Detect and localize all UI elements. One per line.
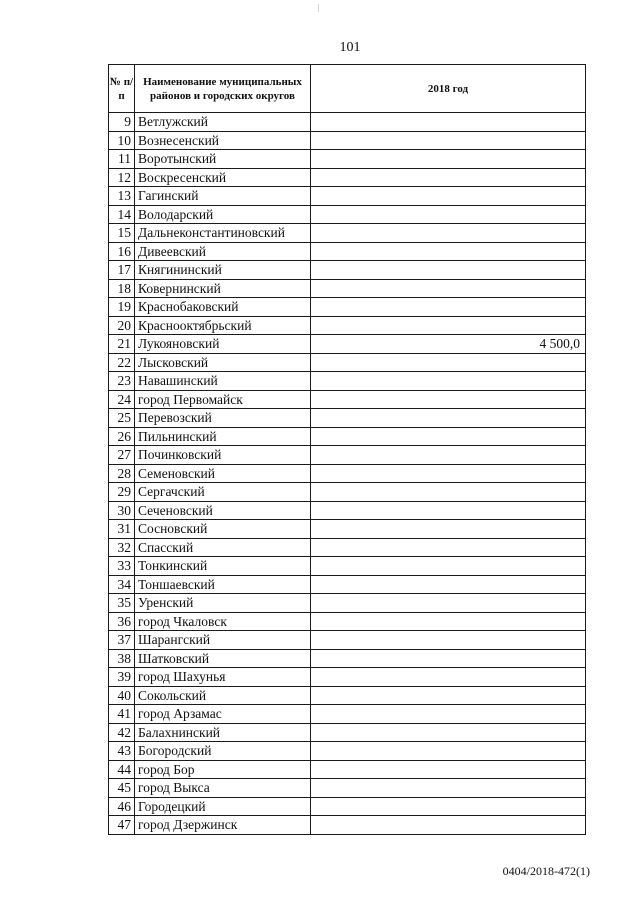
table-row <box>109 224 586 243</box>
row-municipality-name: Навашинский <box>135 372 311 391</box>
row-number: 27 <box>109 446 135 465</box>
page-top-mark <box>318 4 319 12</box>
row-municipality-name: город Арзамас <box>135 705 311 724</box>
row-2018-value <box>311 760 586 779</box>
table-row <box>109 427 586 446</box>
row-2018-value <box>311 205 586 224</box>
table-row <box>109 520 586 539</box>
table-row <box>109 538 586 557</box>
table-row <box>109 335 586 354</box>
row-municipality-name: Тоншаевский <box>135 575 311 594</box>
row-2018-value <box>311 390 586 409</box>
row-2018-value <box>311 131 586 150</box>
row-2018-value <box>311 279 586 298</box>
table-row <box>109 612 586 631</box>
row-municipality-name: Вознесенский <box>135 131 311 150</box>
row-number: 45 <box>109 779 135 798</box>
table-row <box>109 797 586 816</box>
row-2018-value <box>311 612 586 631</box>
row-2018-value <box>311 113 586 132</box>
row-municipality-name: Балахнинский <box>135 723 311 742</box>
table-row <box>109 131 586 150</box>
row-municipality-name: Сергачский <box>135 483 311 502</box>
row-number: 37 <box>109 631 135 650</box>
row-municipality-name: Уренский <box>135 594 311 613</box>
row-number: 9 <box>109 113 135 132</box>
row-municipality-name: Сеченовский <box>135 501 311 520</box>
table-row <box>109 557 586 576</box>
row-number: 31 <box>109 520 135 539</box>
row-2018-value <box>311 446 586 465</box>
table-row <box>109 501 586 520</box>
table-row <box>109 372 586 391</box>
row-municipality-name: город Выкса <box>135 779 311 798</box>
row-municipality-name: Дивеевский <box>135 242 311 261</box>
table-row <box>109 686 586 705</box>
table-row <box>109 298 586 317</box>
row-municipality-name: Володарский <box>135 205 311 224</box>
row-municipality-name: Перевозский <box>135 409 311 428</box>
row-2018-value <box>311 242 586 261</box>
row-number: 38 <box>109 649 135 668</box>
page-number: 101 <box>339 40 361 55</box>
row-2018-value <box>311 668 586 687</box>
table-row <box>109 316 586 335</box>
row-number: 47 <box>109 816 135 835</box>
row-2018-value <box>311 501 586 520</box>
row-number: 43 <box>109 742 135 761</box>
table-row <box>109 631 586 650</box>
table-row <box>109 205 586 224</box>
table-row <box>109 723 586 742</box>
row-number: 10 <box>109 131 135 150</box>
row-number: 39 <box>109 668 135 687</box>
table-row <box>109 409 586 428</box>
row-municipality-name: город Дзержинск <box>135 816 311 835</box>
row-2018-value <box>311 427 586 446</box>
table-row <box>109 816 586 835</box>
row-2018-value <box>311 316 586 335</box>
row-municipality-name: Шатковский <box>135 649 311 668</box>
row-2018-value <box>311 150 586 169</box>
row-2018-value <box>311 797 586 816</box>
row-2018-value <box>311 594 586 613</box>
table-row <box>109 779 586 798</box>
row-2018-value <box>311 261 586 280</box>
row-number: 20 <box>109 316 135 335</box>
table-row <box>109 742 586 761</box>
row-number: 40 <box>109 686 135 705</box>
table-row <box>109 483 586 502</box>
row-2018-value <box>311 723 586 742</box>
row-number: 22 <box>109 353 135 372</box>
table-row <box>109 760 586 779</box>
row-number: 12 <box>109 168 135 187</box>
row-2018-value <box>311 816 586 835</box>
row-municipality-name: Сосновский <box>135 520 311 539</box>
table-row <box>109 168 586 187</box>
row-2018-value <box>311 168 586 187</box>
municipal-table <box>108 64 586 835</box>
table-row <box>109 668 586 687</box>
row-number: 14 <box>109 205 135 224</box>
table-row <box>109 279 586 298</box>
row-number: 17 <box>109 261 135 280</box>
row-2018-value: 4 500,0 <box>311 335 586 354</box>
row-municipality-name: Тонкинский <box>135 557 311 576</box>
document-code: 0404/2018-472(1) <box>502 864 590 878</box>
row-number: 19 <box>109 298 135 317</box>
row-municipality-name: город Чкаловск <box>135 612 311 631</box>
row-municipality-name: Городецкий <box>135 797 311 816</box>
row-2018-value <box>311 557 586 576</box>
row-municipality-name: город Первомайск <box>135 390 311 409</box>
row-2018-value <box>311 575 586 594</box>
row-municipality-name: Краснооктябрьский <box>135 316 311 335</box>
row-2018-value <box>311 631 586 650</box>
row-number: 15 <box>109 224 135 243</box>
row-number: 36 <box>109 612 135 631</box>
row-municipality-name: Княгининский <box>135 261 311 280</box>
row-number: 29 <box>109 483 135 502</box>
row-number: 21 <box>109 335 135 354</box>
row-number: 44 <box>109 760 135 779</box>
row-2018-value <box>311 705 586 724</box>
row-number: 46 <box>109 797 135 816</box>
row-number: 33 <box>109 557 135 576</box>
table-row <box>109 261 586 280</box>
table-row <box>109 187 586 206</box>
row-municipality-name: Шарангский <box>135 631 311 650</box>
row-municipality-name: Ковернинский <box>135 279 311 298</box>
row-number: 25 <box>109 409 135 428</box>
row-2018-value <box>311 372 586 391</box>
row-municipality-name: Пильнинский <box>135 427 311 446</box>
row-2018-value <box>311 742 586 761</box>
table-row <box>109 446 586 465</box>
table-header-row <box>109 65 586 113</box>
row-municipality-name: Починковский <box>135 446 311 465</box>
row-2018-value <box>311 464 586 483</box>
row-2018-value <box>311 483 586 502</box>
row-number: 24 <box>109 390 135 409</box>
row-2018-value <box>311 409 586 428</box>
table-row <box>109 575 586 594</box>
row-2018-value <box>311 686 586 705</box>
table-row <box>109 649 586 668</box>
row-number: 28 <box>109 464 135 483</box>
header-name: Наименование муниципальных районов и городских округов <box>135 65 311 113</box>
row-municipality-name: город Шахунья <box>135 668 311 687</box>
row-2018-value <box>311 520 586 539</box>
row-municipality-name: Ветлужский <box>135 113 311 132</box>
header-number: № п/п <box>109 65 135 113</box>
row-municipality-name: Богородский <box>135 742 311 761</box>
table-row <box>109 150 586 169</box>
row-municipality-name: Лысковский <box>135 353 311 372</box>
row-municipality-name: Спасский <box>135 538 311 557</box>
table-row <box>109 113 586 132</box>
row-municipality-name: Краснобаковский <box>135 298 311 317</box>
row-number: 13 <box>109 187 135 206</box>
row-2018-value <box>311 353 586 372</box>
table-row <box>109 353 586 372</box>
row-2018-value <box>311 649 586 668</box>
row-municipality-name: Сокольский <box>135 686 311 705</box>
row-number: 41 <box>109 705 135 724</box>
row-number: 23 <box>109 372 135 391</box>
row-2018-value <box>311 779 586 798</box>
table-row <box>109 464 586 483</box>
table-row <box>109 390 586 409</box>
row-municipality-name: город Бор <box>135 760 311 779</box>
row-municipality-name: Дальнеконстантиновский <box>135 224 311 243</box>
row-number: 26 <box>109 427 135 446</box>
row-municipality-name: Семеновский <box>135 464 311 483</box>
row-number: 18 <box>109 279 135 298</box>
row-2018-value <box>311 187 586 206</box>
row-number: 42 <box>109 723 135 742</box>
row-number: 32 <box>109 538 135 557</box>
table-row <box>109 242 586 261</box>
row-2018-value <box>311 298 586 317</box>
row-2018-value <box>311 538 586 557</box>
row-municipality-name: Воротынский <box>135 150 311 169</box>
row-number: 34 <box>109 575 135 594</box>
row-municipality-name: Лукояновский <box>135 335 311 354</box>
table-row <box>109 594 586 613</box>
row-number: 35 <box>109 594 135 613</box>
row-number: 11 <box>109 150 135 169</box>
row-number: 30 <box>109 501 135 520</box>
row-municipality-name: Воскресенский <box>135 168 311 187</box>
row-2018-value <box>311 224 586 243</box>
row-municipality-name: Гагинский <box>135 187 311 206</box>
header-year: 2018 год <box>311 65 586 113</box>
table-body <box>109 113 586 835</box>
table-row <box>109 705 586 724</box>
row-number: 16 <box>109 242 135 261</box>
